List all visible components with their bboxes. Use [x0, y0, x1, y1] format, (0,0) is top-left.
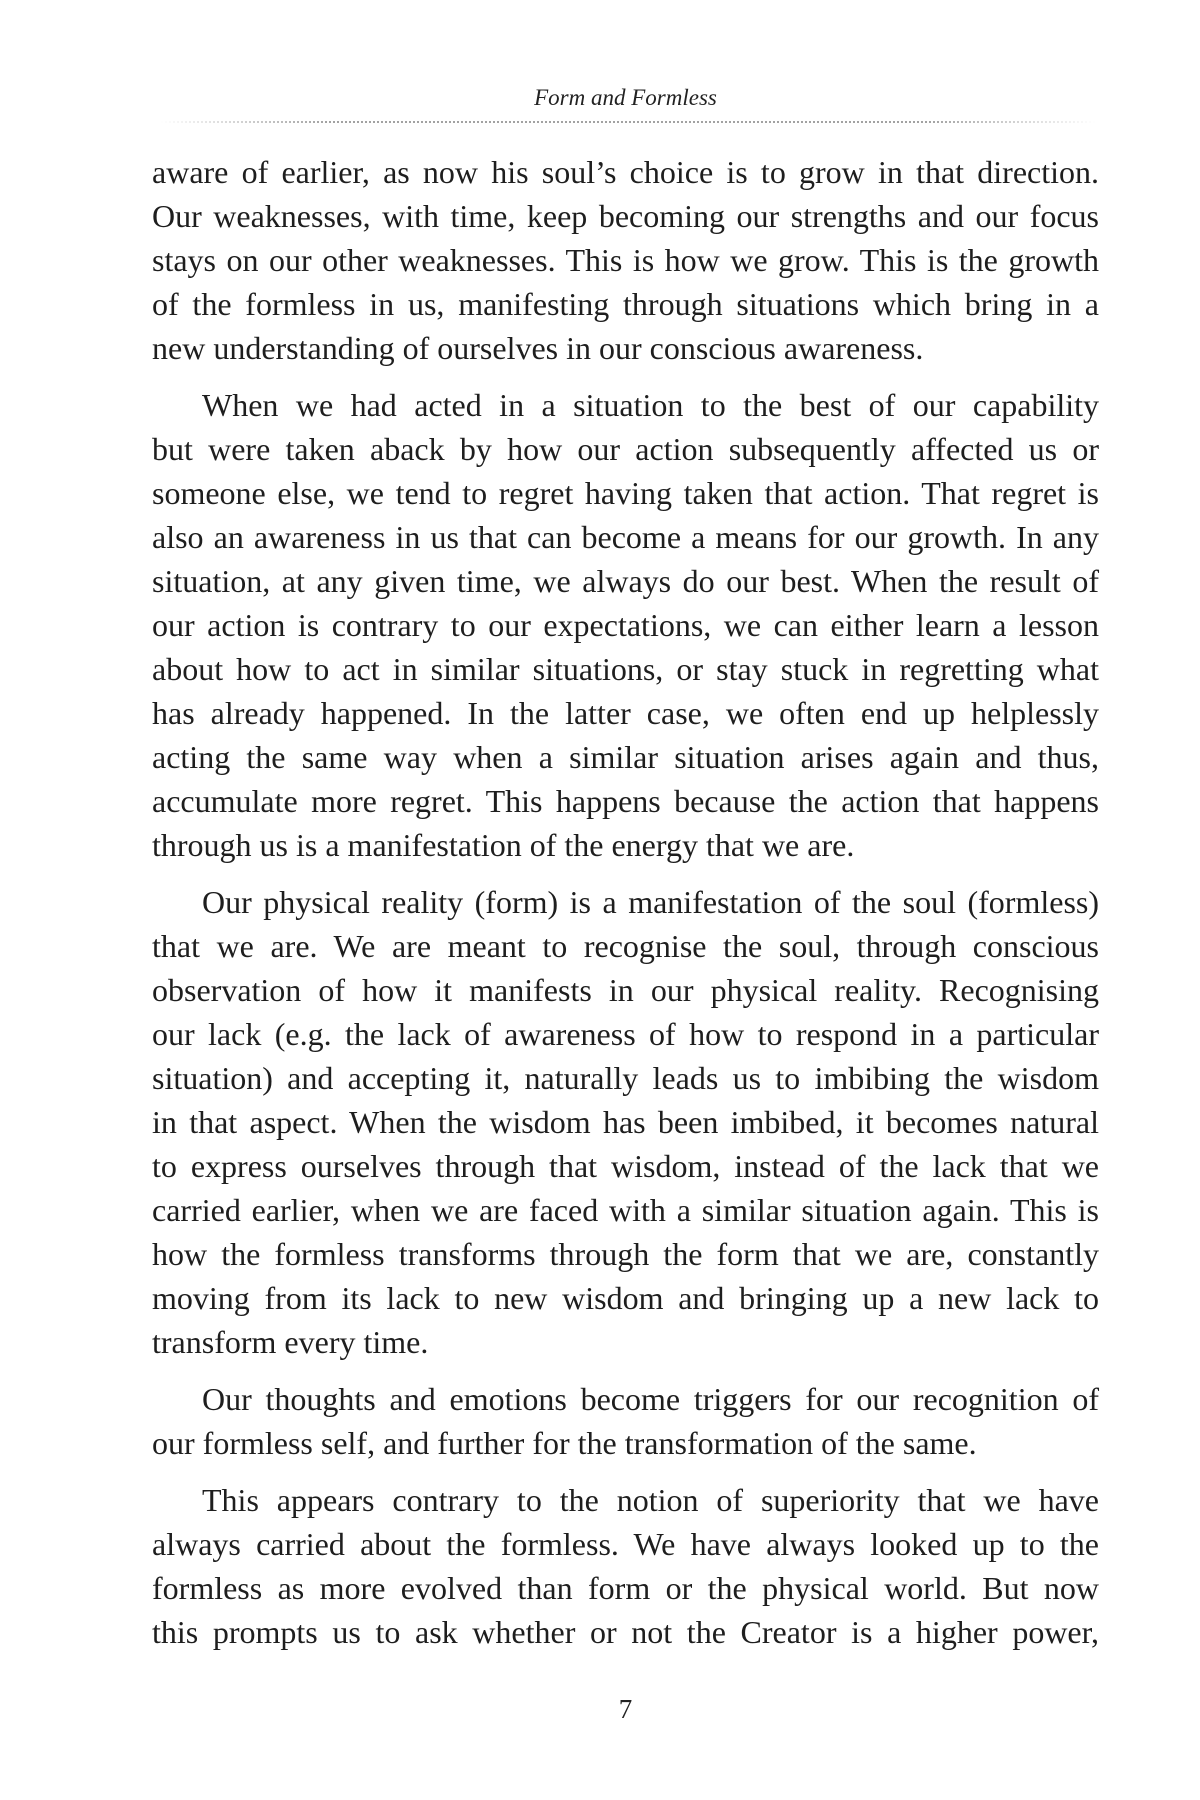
text-line: has already happened. In the latter case, we often end up helplessly: [152, 695, 1099, 731]
text-line: formless as more evolved than form or the physical world. But now: [152, 1570, 1099, 1606]
body-text: [152, 150, 1099, 1667]
text-line: situation) and accepting it, naturally leads us to imbibing the wisdom: [152, 1060, 1099, 1096]
header-dotted-rule: [160, 121, 1096, 123]
text-line: to express ourselves through that wisdom, instead of the lack that we: [152, 1148, 1099, 1184]
paragraph: [152, 880, 1099, 1364]
text-line: transform every time.: [152, 1324, 429, 1360]
running-head: Form and Formless: [534, 85, 717, 110]
text-line: of the formless in us, manifesting through situations which bring in a: [152, 286, 1099, 322]
text-line: This appears contrary to the notion of superiority that we have: [202, 1482, 1099, 1518]
text-line: someone else, we tend to regret having taken that action. That regret is: [152, 475, 1099, 511]
text-line: also an awareness in us that can become a means for our growth. In any: [152, 519, 1099, 555]
text-line: moving from its lack to new wisdom and bringing up a new lack to: [152, 1280, 1099, 1316]
text-line: our action is contrary to our expectations, we can either learn a lesson: [152, 607, 1099, 643]
text-line: situation, at any given time, we always do our best. When the result of: [152, 563, 1099, 599]
text-line: carried earlier, when we are faced with a similar situation again. This is: [152, 1192, 1099, 1228]
text-line: new understanding of ourselves in our conscious awareness.: [152, 330, 924, 366]
text-line: When we had acted in a situation to the best of our capability: [202, 387, 1099, 423]
text-line: accumulate more regret. This happens because the action that happens: [152, 783, 1099, 819]
text-line: Our thoughts and emotions become triggers for our recognition of: [202, 1381, 1099, 1417]
paragraph: [152, 383, 1099, 867]
paragraph: [152, 1478, 1099, 1654]
paragraph: [152, 150, 1099, 370]
text-line: acting the same way when a similar situation arises again and thus,: [152, 739, 1099, 775]
text-line: through us is a manifestation of the energy that we are.: [152, 827, 855, 863]
text-line: this prompts us to ask whether or not the Creator is a higher power,: [152, 1614, 1099, 1650]
text-line: stays on our other weaknesses. This is how we grow. This is the growth: [152, 242, 1099, 278]
text-line: our formless self, and further for the transformation of the same.: [152, 1425, 977, 1461]
paragraph: [152, 1377, 1099, 1465]
text-line: in that aspect. When the wisdom has been imbibed, it becomes natural: [152, 1104, 1099, 1140]
text-line: about how to act in similar situations, or stay stuck in regretting what: [152, 651, 1099, 687]
text-line: Our weaknesses, with time, keep becoming our strengths and our focus: [152, 198, 1099, 234]
text-line: that we are. We are meant to recognise the soul, through conscious: [152, 928, 1099, 964]
page-number: 7: [618, 1694, 633, 1724]
text-line: always carried about the formless. We have always looked up to the: [152, 1526, 1099, 1562]
text-line: how the formless transforms through the form that we are, constantly: [152, 1236, 1099, 1272]
text-line: Our physical reality (form) is a manifestation of the soul (formless): [202, 884, 1099, 920]
text-line: but were taken aback by how our action subsequently affected us or: [152, 431, 1099, 467]
text-line: observation of how it manifests in our physical reality. Recognising: [152, 972, 1099, 1008]
text-line: our lack (e.g. the lack of awareness of how to respond in a particular: [152, 1016, 1099, 1052]
text-line: aware of earlier, as now his soul’s choice is to grow in that direction.: [152, 154, 1099, 190]
